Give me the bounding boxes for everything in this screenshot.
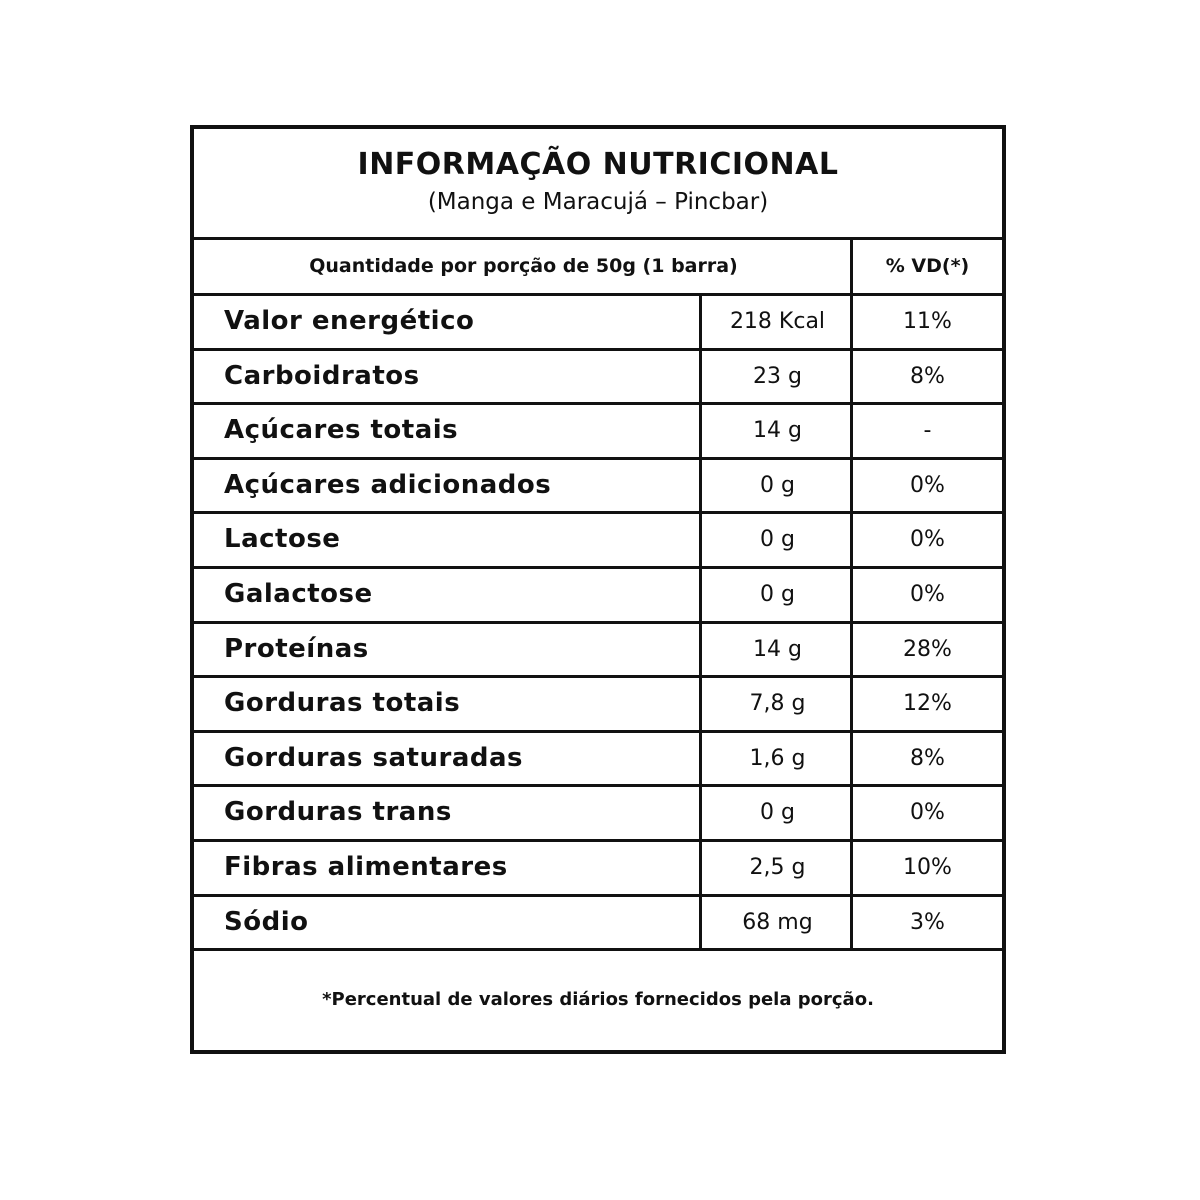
nutrient-daily-value: 10%	[903, 854, 952, 880]
nutrient-amount: 2,5 g	[749, 854, 806, 880]
nutrient-name: Açúcares adicionados	[224, 469, 552, 500]
nutrient-daily-value: 8%	[910, 745, 945, 771]
nutrient-amount: 14 g	[753, 418, 802, 444]
nutrient-table	[194, 296, 1002, 951]
nutrient-name: Gorduras saturadas	[224, 742, 523, 773]
label-header	[194, 129, 1002, 240]
table-row	[194, 787, 1002, 842]
nutrient-amount: 0 g	[760, 581, 795, 607]
daily-value-header: % VD(*)	[885, 255, 970, 277]
table-row	[194, 351, 1002, 406]
nutrient-name: Valor energético	[224, 306, 475, 336]
nutrient-amount: 0 g	[760, 527, 795, 553]
nutrient-daily-value: 0%	[910, 581, 945, 607]
table-row	[194, 405, 1002, 460]
nutrient-amount: 23 g	[753, 363, 802, 389]
nutrient-name: Carboidratos	[224, 360, 420, 391]
nutrient-daily-value: -	[923, 418, 932, 444]
nutrient-name: Sódio	[224, 906, 309, 937]
nutrient-amount: 1,6 g	[749, 745, 806, 771]
nutrient-daily-value: 12%	[903, 691, 952, 717]
nutrient-amount: 0 g	[760, 472, 795, 498]
table-row	[194, 460, 1002, 515]
nutrient-name: Gorduras trans	[224, 797, 452, 828]
nutrient-daily-value: 0%	[910, 527, 945, 553]
table-row	[194, 897, 1002, 952]
nutrient-amount: 0 g	[760, 800, 795, 826]
nutrient-daily-value: 11%	[903, 309, 952, 334]
nutrient-daily-value: 8%	[910, 363, 945, 389]
nutrient-amount: 68 mg	[742, 909, 813, 935]
nutrient-name: Gorduras totais	[224, 688, 461, 719]
nutrient-daily-value: 28%	[903, 636, 952, 662]
nutrient-name: Fibras alimentares	[224, 851, 508, 882]
nutrient-daily-value: 0%	[910, 472, 945, 498]
table-row	[194, 569, 1002, 624]
daily-value-footnote: *Percentual de valores diários fornecidos pela porção.	[322, 989, 874, 1010]
table-row	[194, 842, 1002, 897]
table-row	[194, 733, 1002, 788]
nutrient-name: Galactose	[224, 578, 373, 609]
nutrient-amount: 218 Kcal	[729, 309, 826, 334]
nutrient-name: Lactose	[224, 524, 341, 555]
nutrient-daily-value: 3%	[910, 909, 945, 935]
label-title: INFORMAÇÃO NUTRICIONAL	[357, 147, 839, 182]
nutrient-amount: 7,8 g	[749, 691, 806, 717]
nutrient-daily-value: 0%	[910, 800, 945, 826]
nutrition-facts-label	[190, 125, 1006, 1054]
nutrient-name: Proteínas	[224, 633, 369, 664]
column-header-row	[194, 240, 1002, 296]
table-row	[194, 624, 1002, 679]
serving-size-header: Quantidade por porção de 50g (1 barra)	[309, 255, 738, 277]
nutrient-name: Açúcares totais	[224, 415, 459, 446]
nutrient-amount: 14 g	[753, 636, 802, 662]
table-row	[194, 514, 1002, 569]
label-subtitle: (Manga e Maracujá – Pincbar)	[427, 189, 769, 215]
table-row	[194, 296, 1002, 351]
table-row	[194, 678, 1002, 733]
